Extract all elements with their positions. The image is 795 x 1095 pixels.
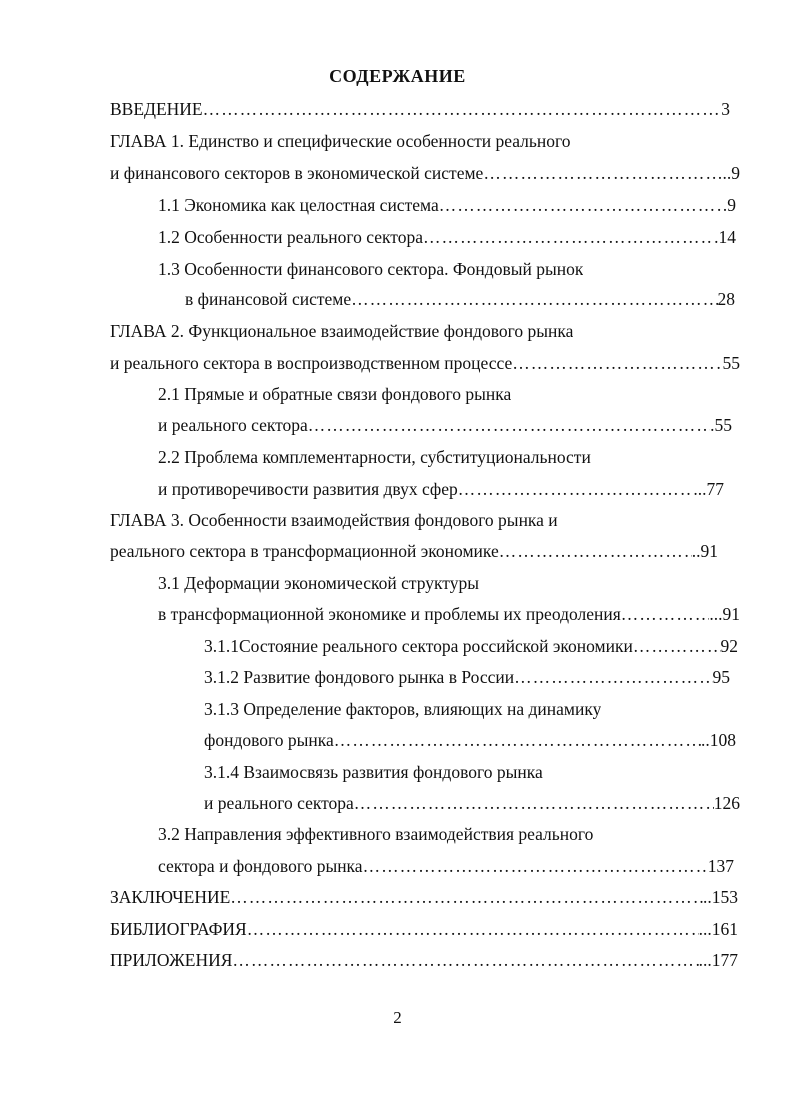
- toc-entry-appendices: [110, 949, 738, 971]
- toc-entry-chapter-2: [110, 320, 573, 342]
- toc-entry-text: сектора и фондового рынка: [158, 856, 363, 876]
- toc-entry-3-1: [158, 572, 479, 594]
- toc-entry-text: и реального сектора в воспроизводственном процессе: [110, 353, 513, 373]
- toc-entry-text: в финансовой системе: [185, 289, 352, 309]
- toc-leader-dots: [458, 478, 694, 500]
- toc-entry-page: ...177: [698, 950, 738, 970]
- toc-entry-3-1-4-cont: [204, 792, 740, 814]
- toc-entry-text: 2.1 Прямые и обратные связи фондового рынка: [158, 384, 512, 404]
- toc-leader-dots: [633, 635, 721, 657]
- toc-leader-dots: [308, 414, 710, 436]
- toc-entry-3-1-1: [204, 635, 738, 657]
- toc-leader-dots: [354, 792, 714, 814]
- toc-entry-1-2: [158, 226, 736, 248]
- toc-entry-3-2: [158, 823, 593, 845]
- toc-entry-page: ..108: [701, 730, 736, 750]
- toc-entry-2-2-cont: [158, 478, 724, 500]
- toc-entry-3-1-4: [204, 761, 543, 783]
- toc-entry-page: ...161: [698, 919, 738, 939]
- toc-entry-page: 92: [720, 636, 738, 656]
- toc-leader-dots: [499, 540, 692, 562]
- toc-entry-page: ...91: [709, 604, 740, 624]
- toc-entry-3-2-cont: [158, 855, 734, 877]
- toc-entry-page: 126: [713, 793, 740, 813]
- toc-entry-text: 3.1.1Состояние реального сектора российской экономики: [204, 636, 633, 656]
- toc-entry-2-2: [158, 446, 591, 468]
- toc-entry-bibliography: [110, 918, 738, 940]
- toc-entry-3-1-2: [204, 666, 730, 688]
- toc-entry-text: 3.1.2 Развитие фондового рынка в России: [204, 667, 515, 687]
- toc-leader-dots: [247, 918, 699, 940]
- toc-entry-text: и финансового секторов в экономической системе: [110, 163, 484, 183]
- toc-entry-text: фондового рынка: [204, 730, 334, 750]
- toc-entry-3-1-3: [204, 698, 601, 720]
- toc-entry-page: 95: [712, 667, 730, 687]
- toc-leader-dots: [334, 729, 701, 751]
- toc-entry-text: ПРИЛОЖЕНИЯ: [110, 950, 233, 970]
- toc-entry-text: 1.1 Экономика как целостная система: [158, 195, 439, 215]
- toc-entry-text: 3.1 Деформации экономической структуры: [158, 573, 479, 593]
- toc-entry-chapter-1-cont: [110, 162, 740, 184]
- toc-entry-1-3: [158, 258, 583, 280]
- toc-entry-text: и противоречивости развития двух сфер: [158, 479, 458, 499]
- toc-leader-dots: [203, 98, 722, 120]
- toc-entry-2-1: [158, 383, 511, 405]
- toc-entry-text: 3.2 Направления эффективного взаимодействия реального: [158, 824, 594, 844]
- toc-entry-page: ..153: [703, 887, 738, 907]
- toc-entry-text: ВВЕДЕНИЕ: [110, 99, 203, 119]
- toc-entry-text: ЗАКЛЮЧЕНИЕ: [110, 887, 231, 907]
- toc-leader-dots: [483, 162, 722, 184]
- toc-leader-dots: [512, 352, 722, 374]
- toc-leader-dots: [232, 949, 698, 971]
- toc-entry-2-1-cont: [158, 414, 732, 436]
- toc-leader-dots: [423, 226, 714, 248]
- toc-entry-page: 55: [722, 353, 740, 373]
- toc-entry-text: реального сектора в трансформационной экономике: [110, 541, 499, 561]
- toc-entry-text: в трансформационной экономике и проблемы их преодоления: [158, 604, 621, 624]
- toc-entry-3-1-cont: [158, 603, 740, 625]
- toc-leader-dots: [363, 855, 708, 877]
- toc-entry-page: 28: [717, 289, 735, 309]
- toc-entry-conclusion: [110, 886, 738, 908]
- toc-entry-page: ..91: [691, 541, 718, 561]
- toc-entry-chapter-1: [110, 130, 570, 152]
- toc-entry-chapter-3: [110, 509, 558, 531]
- page-title: СОДЕРЖАНИЕ: [329, 66, 466, 86]
- toc-entry-introduction: [110, 98, 730, 120]
- toc-entry-text: 3.1.3 Определение факторов, влияющих на динамику: [204, 699, 602, 719]
- toc-entry-1-1: [158, 194, 736, 216]
- toc-entry-text: БИБЛИОГРАФИЯ: [110, 919, 247, 939]
- toc-leader-dots: [351, 288, 717, 310]
- toc-entry-text: ГЛАВА 1. Единство и специфические особенности реального: [110, 131, 571, 151]
- toc-leader-dots: [514, 666, 712, 688]
- toc-entry-page: ..9: [722, 163, 740, 183]
- toc-entry-page: .55: [710, 415, 732, 435]
- toc-entry-text: 3.1.4 Взаимосвязь развития фондового рынка: [204, 762, 543, 782]
- toc-leader-dots: [621, 603, 710, 625]
- toc-entry-page: 137: [707, 856, 734, 876]
- toc-entry-text: и реального сектора: [204, 793, 354, 813]
- toc-entry-text: 2.2 Проблема комплементарности, субституциональности: [158, 447, 591, 467]
- page-number: 2: [393, 1008, 402, 1027]
- toc-entry-text: и реального сектора: [158, 415, 308, 435]
- toc-entry-chapter-2-cont: [110, 352, 740, 374]
- toc-entry-page: 3: [721, 99, 730, 119]
- toc-entry-3-1-3-cont: [204, 729, 736, 751]
- toc-leader-dots: [439, 194, 728, 216]
- toc-entry-1-3-cont: [185, 288, 735, 310]
- toc-leader-dots: [230, 886, 703, 908]
- toc-entry-chapter-3-cont: [110, 540, 718, 562]
- toc-entry-page: .14: [714, 227, 736, 247]
- toc-entry-text: 1.2 Особенности реального сектора: [158, 227, 423, 247]
- toc-entry-text: ГЛАВА 2. Функциональное взаимодействие фондового рынка: [110, 321, 574, 341]
- toc-entry-page: 9: [727, 195, 736, 215]
- toc-entry-text: 1.3 Особенности финансового сектора. Фондовый рынок: [158, 259, 584, 279]
- toc-entry-text: ГЛАВА 3. Особенности взаимодействия фондового рынка и: [110, 510, 558, 530]
- toc-entry-page: ...77: [693, 479, 724, 499]
